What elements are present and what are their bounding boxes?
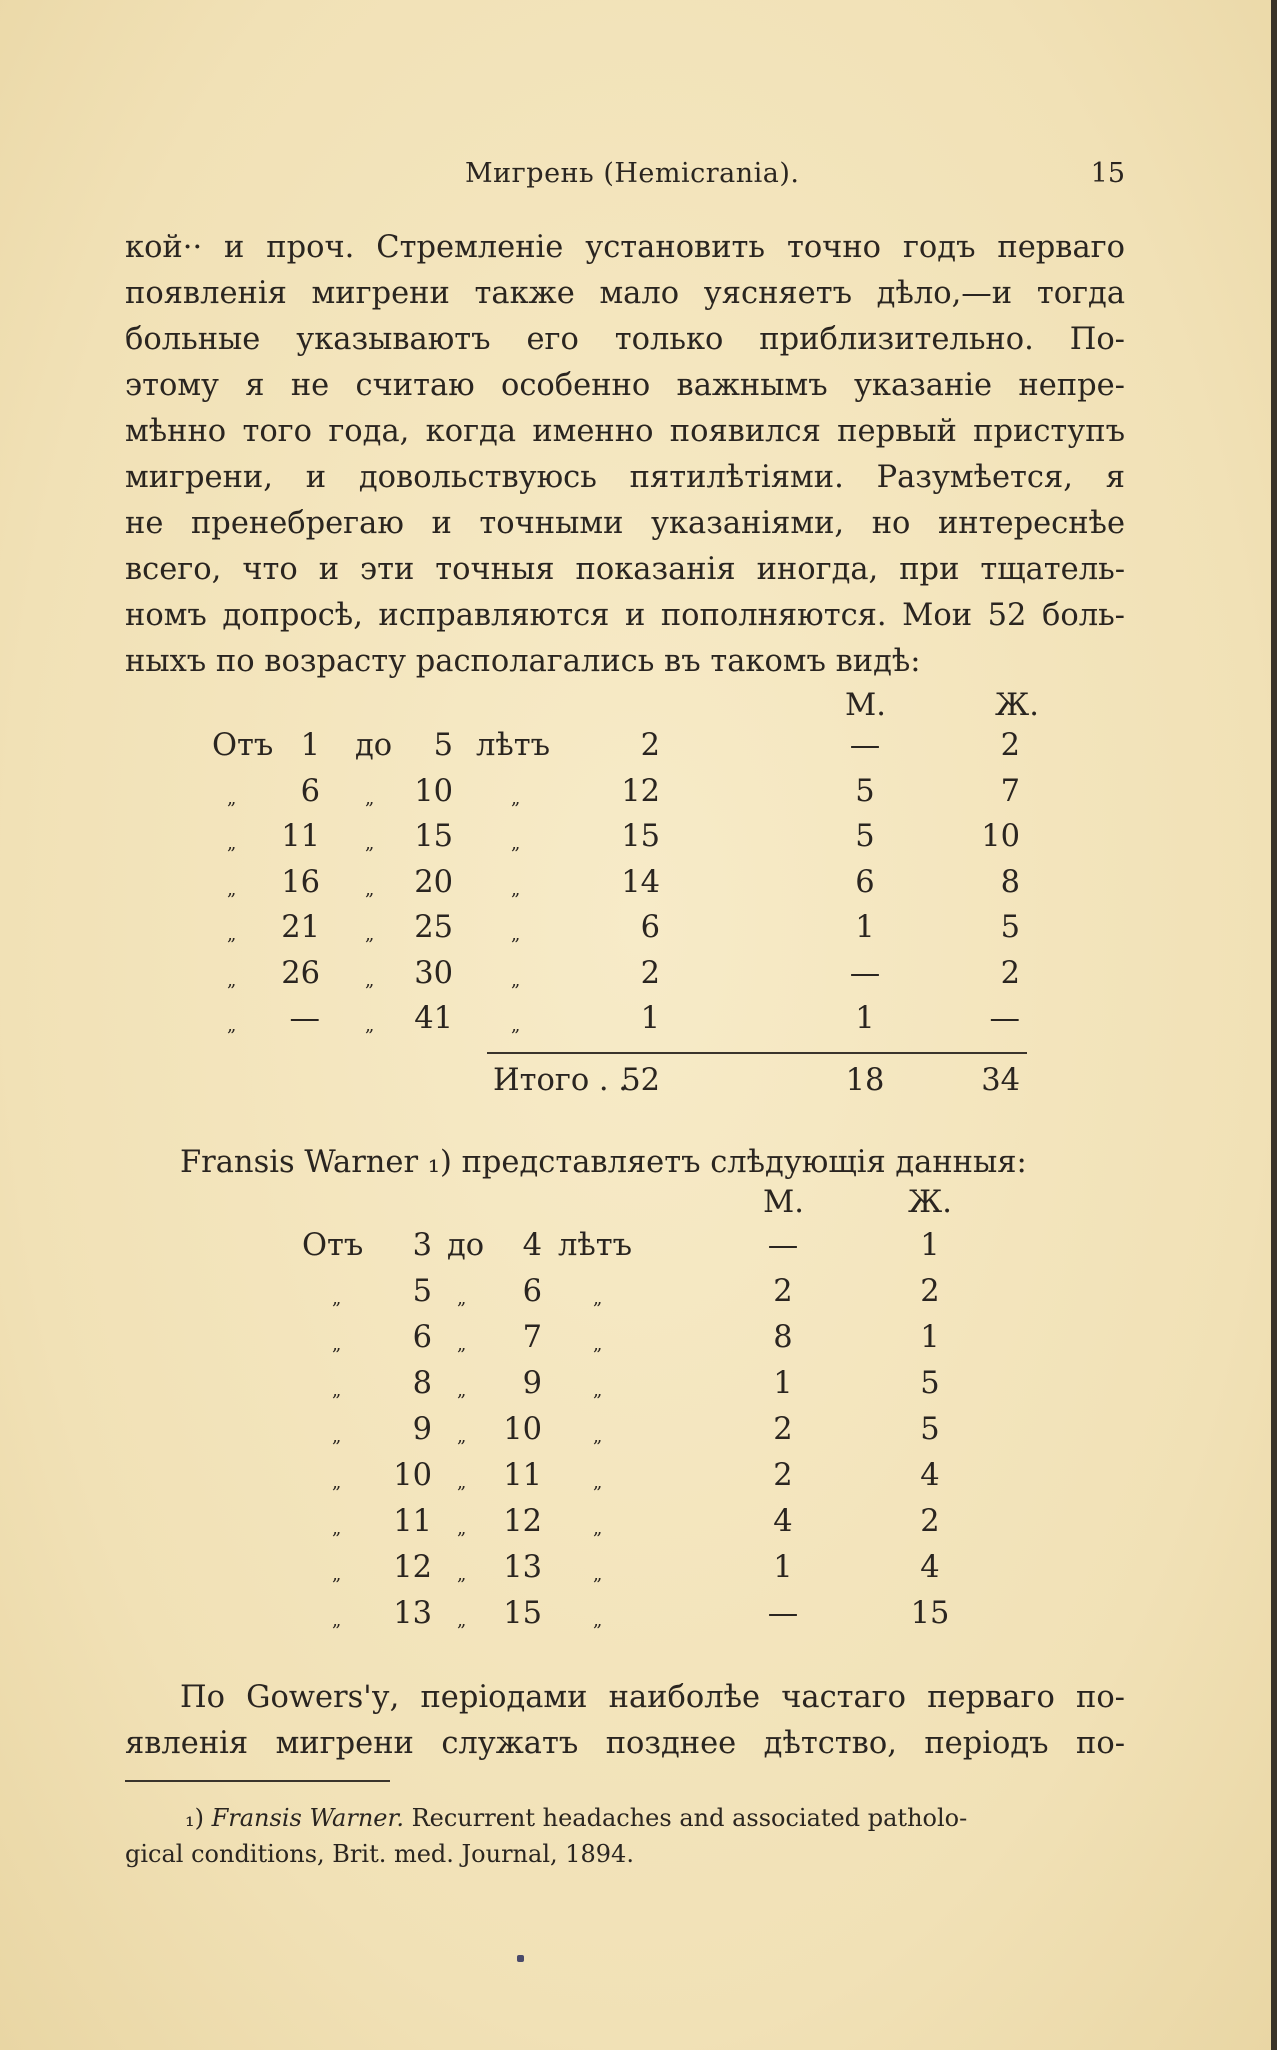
sum-m: 18 [845, 1063, 885, 1098]
row-prefix: „ [227, 833, 237, 854]
text-line: всего, что и эти точныя показанія иногда, при тщатель- [125, 552, 1125, 587]
header-m: М. [845, 688, 886, 723]
age-suffix: „ [593, 1518, 603, 1539]
row-prefix: „ [227, 970, 237, 991]
age-suffix: „ [511, 970, 521, 991]
count-m: 1 [773, 1366, 793, 1401]
age-from: 26 [281, 956, 320, 991]
count-m: 5 [855, 774, 875, 809]
count-total: 2 [640, 956, 660, 991]
text-line: не пренебрегаю и точными указаніями, но интереснѣе [125, 506, 1125, 541]
count-total: 1 [640, 1001, 660, 1036]
count-zh: 1 [920, 1228, 940, 1263]
age-to: 9 [522, 1366, 542, 1401]
header-zh: Ж. [908, 1185, 952, 1220]
age-suffix: „ [511, 833, 521, 854]
age-suffix: „ [593, 1472, 603, 1493]
age-to: 15 [414, 819, 453, 854]
age-suffix: „ [511, 1015, 521, 1036]
age-suffix: „ [593, 1564, 603, 1585]
age-from: 10 [393, 1458, 432, 1493]
footnote-line: gical conditions, Brit. med. Journal, 1894. [125, 1840, 634, 1868]
row-prefix: „ [332, 1518, 342, 1539]
age-do: „ [365, 1015, 375, 1036]
table-header [0, 1185, 952, 1231]
count-zh: 4 [920, 1458, 940, 1493]
age-from: 13 [393, 1596, 432, 1631]
age-from: 9 [412, 1412, 432, 1447]
count-m: 6 [855, 865, 875, 900]
footnote [125, 1800, 1125, 1872]
table-row [0, 1504, 940, 1550]
sum-total: 52 [621, 1063, 660, 1098]
footnote-marker: ₁) [185, 1804, 204, 1832]
paragraph-3 [125, 1675, 1125, 1767]
age-do: „ [365, 924, 375, 945]
age-do: „ [457, 1426, 467, 1447]
table-row [0, 1228, 940, 1274]
count-m: 1 [855, 1001, 875, 1036]
ink-mark [517, 1955, 524, 1962]
text-line: этому я не считаю особенно важнымъ указаніе непре- [125, 368, 1125, 403]
footnote-author: Fransis Warner. [211, 1804, 404, 1832]
count-zh: 15 [910, 1596, 950, 1631]
count-m: 2 [773, 1274, 793, 1309]
age-do: „ [457, 1288, 467, 1309]
header-m: М. [763, 1185, 804, 1220]
age-from: 11 [393, 1504, 432, 1539]
age-suffix: „ [511, 788, 521, 809]
row-prefix: „ [332, 1564, 342, 1585]
age-to: 6 [522, 1274, 542, 1309]
age-to: 41 [414, 1001, 453, 1036]
count-zh: 2 [1000, 728, 1020, 763]
row-prefix: Отъ [302, 1228, 364, 1263]
count-zh: 8 [1000, 865, 1020, 900]
text-line: По Gowers'у, періодами наиболѣе частаго перваго по- [180, 1680, 1125, 1715]
age-to: 10 [414, 774, 453, 809]
count-zh: 1 [920, 1320, 940, 1355]
age-from: — [289, 1001, 320, 1036]
text-line: явленія мигрени служатъ позднее дѣтство, періодъ по- [125, 1726, 1125, 1761]
row-prefix: „ [332, 1472, 342, 1493]
age-to: 30 [414, 956, 453, 991]
row-prefix: „ [332, 1380, 342, 1401]
age-do: до [355, 728, 393, 763]
age-do: „ [365, 833, 375, 854]
count-zh: 4 [920, 1550, 940, 1585]
age-suffix: „ [593, 1288, 603, 1309]
count-m: 1 [855, 910, 875, 945]
table-row [0, 1320, 940, 1366]
text-line: ныхъ по возрасту располагались въ такомъ видѣ: [125, 644, 921, 679]
age-to: 5 [433, 728, 453, 763]
table-row [0, 1596, 950, 1642]
count-total: 15 [621, 819, 660, 854]
age-to: 10 [503, 1412, 542, 1447]
age-to: 13 [503, 1550, 542, 1585]
count-zh: 10 [981, 819, 1020, 854]
count-m: — [849, 956, 881, 991]
age-from: 12 [393, 1550, 432, 1585]
text-line: Fransis Warner ₁) представляетъ слѣдующія данныя: [180, 1145, 1027, 1180]
age-do: „ [457, 1334, 467, 1355]
footnote-line [125, 1800, 1125, 1836]
sum-label: Итого . . [493, 1063, 628, 1098]
age-suffix: „ [593, 1610, 603, 1631]
age-suffix: „ [593, 1380, 603, 1401]
page-number: 15 [1090, 158, 1125, 189]
text-line: мѣнно того года, когда именно появился первый приступъ [125, 414, 1125, 449]
count-zh: 5 [920, 1412, 940, 1447]
count-total: 2 [640, 728, 660, 763]
count-m: 1 [773, 1550, 793, 1585]
age-to: 11 [503, 1458, 542, 1493]
age-from: 3 [412, 1228, 432, 1263]
age-suffix: „ [593, 1426, 603, 1447]
age-do: „ [457, 1610, 467, 1631]
age-to: 4 [522, 1228, 542, 1263]
age-do: „ [365, 788, 375, 809]
row-prefix: „ [227, 924, 237, 945]
count-zh: 5 [1000, 910, 1020, 945]
count-zh: 2 [920, 1504, 940, 1539]
age-from: 5 [412, 1274, 432, 1309]
age-from: 8 [412, 1366, 432, 1401]
text-line: появленія мигрени также мало уясняетъ дѣло,—и тогда [125, 276, 1125, 311]
age-to: 20 [414, 865, 453, 900]
running-title: Мигрень (Hemicrania). [465, 158, 800, 189]
age-do: „ [457, 1518, 467, 1539]
table-row [0, 1366, 940, 1412]
text-line: номъ допросѣ, исправляются и пополняются. Мои 52 боль- [125, 598, 1125, 633]
row-prefix: Отъ [212, 728, 274, 763]
age-suffix: лѣтъ [476, 728, 551, 763]
age-to: 15 [503, 1596, 542, 1631]
age-suffix: „ [511, 924, 521, 945]
row-prefix: „ [332, 1334, 342, 1355]
count-zh: 2 [920, 1274, 940, 1309]
text-line: мигрени, и довольствуюсь пятилѣтіями. Разумѣется, я [125, 460, 1125, 495]
table-row [0, 1412, 940, 1458]
age-from: 21 [281, 910, 320, 945]
header-zh: Ж. [995, 688, 1039, 723]
row-prefix: „ [227, 879, 237, 900]
age-from: 6 [412, 1320, 432, 1355]
text-line: кой·· и проч. Стремленіе установить точно годъ перваго [125, 230, 1125, 265]
sum-zh: 34 [981, 1063, 1020, 1098]
age-from: 11 [281, 819, 320, 854]
count-total: 6 [640, 910, 660, 945]
age-do: до [447, 1228, 485, 1263]
age-from: 16 [281, 865, 320, 900]
age-do: „ [457, 1380, 467, 1401]
count-m: 2 [773, 1458, 793, 1493]
row-prefix: „ [227, 788, 237, 809]
age-suffix: „ [593, 1334, 603, 1355]
row-prefix: „ [332, 1610, 342, 1631]
age-from: 6 [300, 774, 320, 809]
table-row [0, 1550, 940, 1596]
age-suffix: „ [511, 879, 521, 900]
count-m: 8 [773, 1320, 793, 1355]
count-zh: 7 [1000, 774, 1020, 809]
row-prefix: „ [332, 1288, 342, 1309]
age-do: „ [365, 879, 375, 900]
age-do: „ [457, 1564, 467, 1585]
count-m: 5 [855, 819, 875, 854]
table-row [0, 1458, 940, 1504]
age-to: 7 [522, 1320, 542, 1355]
count-m: — [767, 1596, 799, 1631]
footnote-rule [125, 1780, 390, 1782]
count-m: 2 [773, 1412, 793, 1447]
count-zh: 5 [920, 1366, 940, 1401]
count-m: — [767, 1228, 799, 1263]
age-from: 1 [300, 728, 320, 763]
row-prefix: „ [227, 1015, 237, 1036]
age-do: „ [365, 970, 375, 991]
row-prefix: „ [332, 1426, 342, 1447]
age-to: 12 [503, 1504, 542, 1539]
count-zh: 2 [1000, 956, 1020, 991]
age-do: „ [457, 1472, 467, 1493]
age-to: 25 [414, 910, 453, 945]
count-zh: — [989, 1001, 1020, 1036]
footnote-title: Recurrent headaches and associated patholo- [411, 1804, 968, 1832]
count-total: 14 [621, 865, 660, 900]
count-m: — [849, 728, 881, 763]
count-m: 4 [773, 1504, 793, 1539]
count-total: 12 [621, 774, 660, 809]
table-row [0, 1274, 940, 1320]
text-line: больные указываютъ его только приблизительно. По- [125, 322, 1125, 357]
age-suffix: лѣтъ [558, 1228, 633, 1263]
